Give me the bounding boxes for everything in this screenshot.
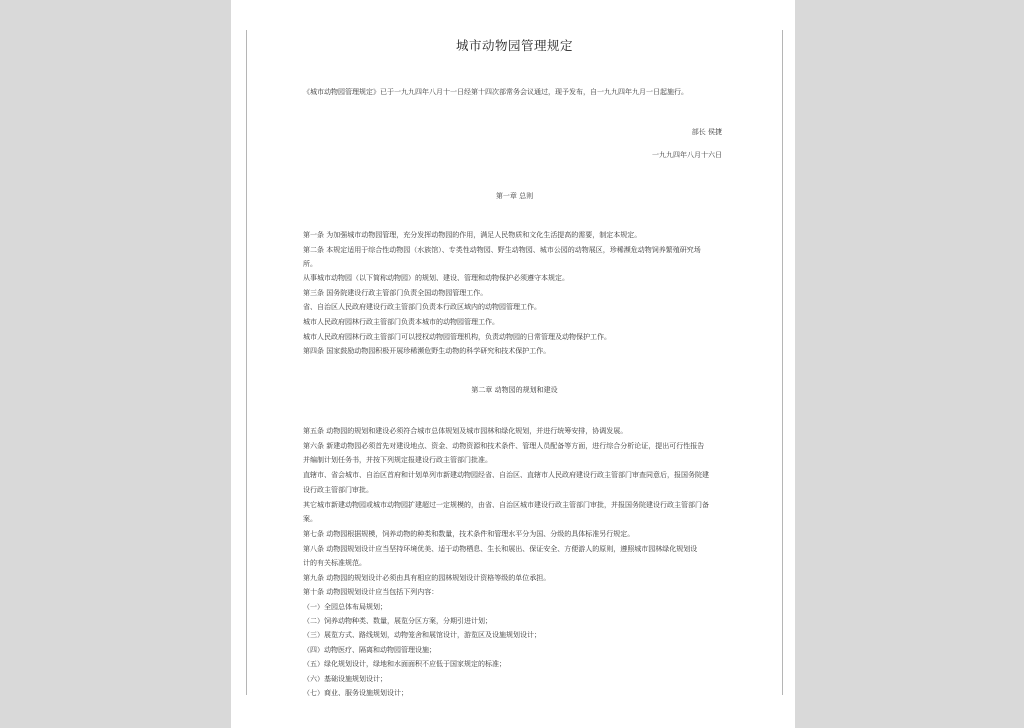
paragraph: 案。 (303, 515, 317, 523)
list-item: （二）饲养动物种类、数量，展览分区方案，分期引进计划； (303, 617, 492, 625)
paragraph: 第五条 动物园的规划和建设必须符合城市总体规划及城市园林和绿化规划，并进行统筹安排，协调发展。 (303, 427, 628, 435)
paragraph: 第一条 为加强城市动物园管理，充分发挥动物园的作用，满足人民物质和文化生活提高的需要，制定本规定。 (303, 231, 642, 239)
paragraph: 第三条 国务院建设行政主管部门负责全国动物园管理工作。 (303, 289, 488, 297)
list-item: （五）绿化规划设计，绿地和水面面积不应低于国家规定的标准； (303, 660, 506, 668)
list-item: （七）商业、服务设施规划设计； (303, 689, 408, 697)
paragraph: 省、自治区人民政府建设行政主管部门负责本行政区域内的动物园管理工作。 (303, 303, 541, 311)
paragraph: 计的有关标准规范。 (303, 559, 366, 567)
signature: 部长 侯捷 (691, 128, 722, 136)
paragraph: 第四条 国家鼓励动物园积极开展珍稀濒危野生动物的科学研究和技术保护工作。 (303, 347, 551, 355)
page-border-left (246, 30, 247, 695)
paragraph: 城市人民政府园林行政主管部门可以授权动物园管理机构，负责动物园的日常管理及动物保护工作。 (303, 333, 611, 341)
paragraph: 第七条 动物园根据规模，饲养动物的种类和数量，技术条件和管理水平分为国、分级的具体标准另行规定。 (303, 530, 635, 538)
list-item: （四）动物医疗、隔离和动物园管理设施； (303, 646, 436, 654)
paragraph: 其它城市新建动物园或城市动物园扩建超过一定规模的，由省、自治区城市建设行政主管部门审批，并报国务院建设行政主管部门备 (303, 501, 709, 509)
paragraph: 第九条 动物园的规划设计必须由具有相应的园林规划设计资格等级的单位承担。 (303, 574, 551, 582)
paragraph: 第二条 本规定适用于综合性动物园（水族馆）、专类性动物园、野生动物园、城市公园的动物展区，珍稀濒危动物饲养繁殖研究场 (303, 246, 701, 254)
paragraph: 设行政主管部门审批。 (303, 486, 373, 494)
paragraph: 城市人民政府园林行政主管部门负责本城市的动物园管理工作。 (303, 318, 499, 326)
paragraph: 第八条 动物园规划设计应当坚持环境优美、适于动物栖息、生长和展出、保证安全、方便游人的原则，遵照城市园林绿化规划设 (303, 545, 698, 553)
list-item: （一）全园总体布局规划； (303, 603, 387, 611)
document-title: 城市动物园管理规定 (455, 38, 573, 53)
paragraph: 所。 (303, 260, 317, 268)
list-item: （六）基础设施规划设计； (303, 675, 387, 683)
preamble: 《城市动物园管理规定》已于一九九四年八月十一日经第十四次部常务会议通过，现予发布，自一九九四年九月一日起施行。 (303, 88, 688, 96)
paragraph: 第六条 新建动物园必须首先对建设地点、资金、动物资源和技术条件、管理人员配备等方面，进行综合分析论证，提出可行性报告 (303, 442, 705, 450)
paragraph: 直辖市、省会城市、自治区首府和计划单列市新建动物园经省、自治区、直辖市人民政府建设行政主管部门审查同意后，报国务院建 (303, 471, 709, 479)
page-border-right (782, 30, 783, 695)
list-item: （三）展览方式、路线规划，动物笼舍和展馆设计，游览区及设施规划设计； (303, 631, 541, 639)
paragraph: 从事城市动物园（以下简称动物园）的规划、建设、管理和动物保护必须遵守本规定。 (303, 274, 569, 282)
chapter-1-heading: 第一章 总则 (495, 192, 534, 200)
signing-date: 一九九四年八月十六日 (652, 151, 722, 159)
chapter-2-heading: 第二章 动物园的规划和建设 (471, 386, 558, 394)
paragraph: 第十条 动物园规划设计应当包括下列内容： (303, 588, 439, 596)
paragraph: 并编制计划任务书，并按下列规定报建设行政主管部门批准。 (303, 456, 492, 464)
